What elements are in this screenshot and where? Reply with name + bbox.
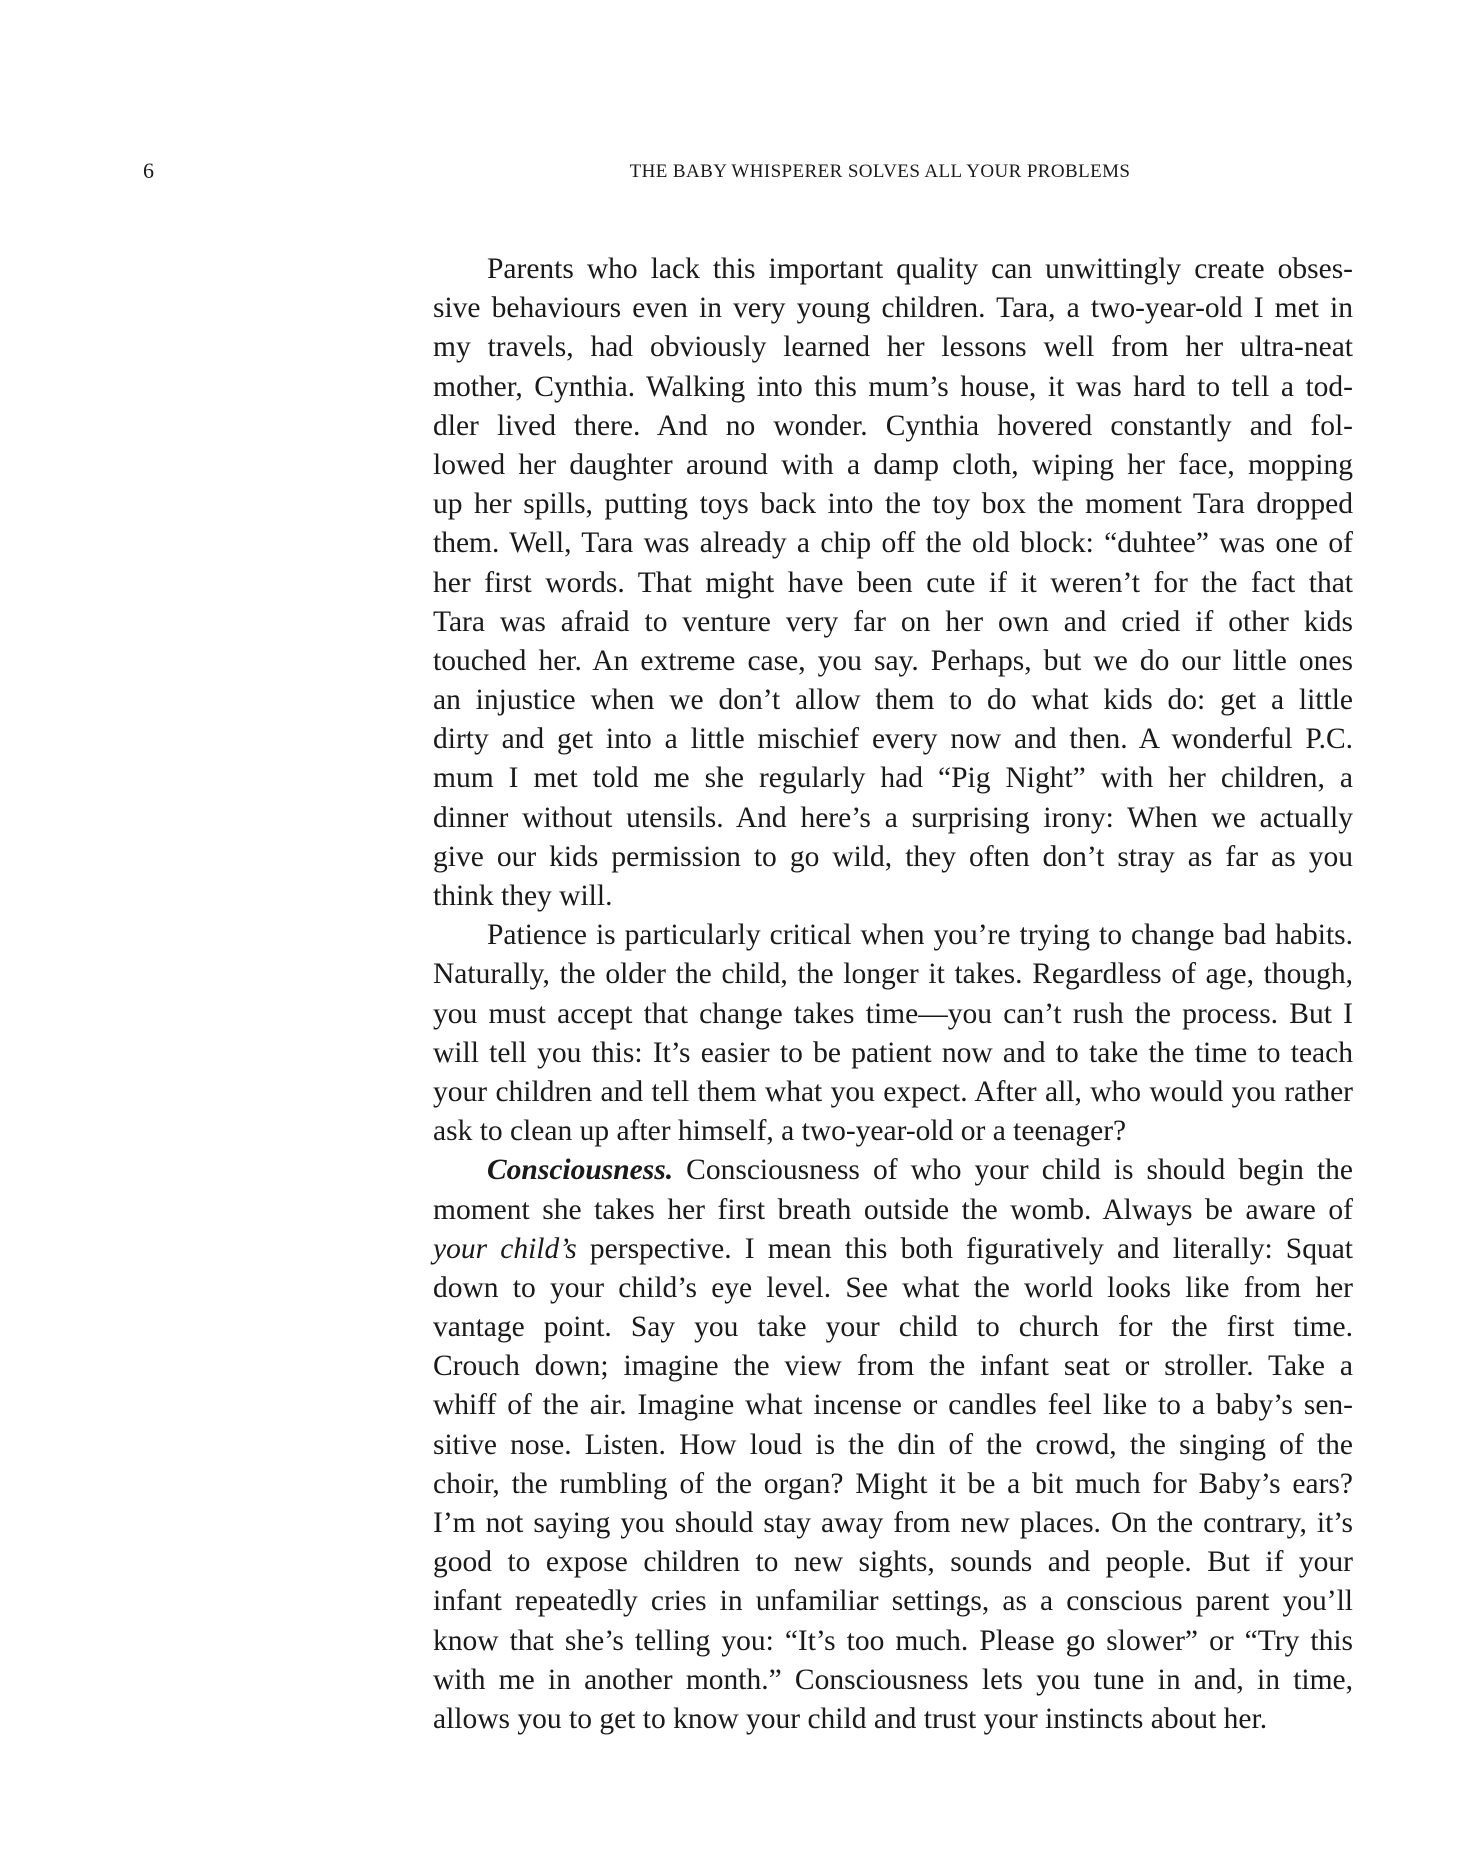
paragraph-line: them. Well, Tara was already a chip off the old block: “duhtee” was one of [433, 527, 1353, 560]
paragraph-line: my travels, had obviously learned her lessons well from her ultra-neat [433, 331, 1353, 364]
paragraph-line: mother, Cynthia. Walking into this mum’s house, it was hard to tell a tod- [433, 370, 1353, 403]
paragraph-line: dinner without utensils. And here’s a surprising irony: When we actually [433, 801, 1353, 834]
paragraph-line: dirty and get into a little mischief every now and then. A wonderful P.C. [433, 723, 1353, 756]
line-text: perspective. I mean this both figuratively and literally: Squat [576, 1232, 1353, 1265]
paragraph-line: down to your child’s eye level. See what the world looks like from her [433, 1271, 1353, 1304]
paragraph-line: ask to clean up after himself, a two-year-old or a teenager? [433, 1115, 1127, 1148]
run-in-heading: Consciousness. [487, 1154, 674, 1187]
paragraph-line: think they will. [433, 880, 613, 912]
running-head: THE BABY WHISPERER SOLVES ALL YOUR PROBLEMS [629, 161, 1131, 182]
paragraph-line: infant repeatedly cries in unfamiliar settings, as a conscious parent you’ll [433, 1585, 1353, 1618]
paragraph-line: sive behaviours even in very young children. Tara, a two-year-old I met in [433, 292, 1353, 325]
paragraph-line: know that she’s telling you: “It’s too much. Please go slower” or “Try this [433, 1624, 1353, 1657]
paragraph-line: give our kids permission to go wild, they often don’t stray as far as you [433, 840, 1353, 873]
paragraph-line: whiff of the air. Imagine what incense or candles feel like to a baby’s sen- [433, 1389, 1353, 1422]
paragraph-line: an injustice when we don’t allow them to do what kids do: get a little [433, 684, 1353, 717]
paragraph-line: Crouch down; imagine the view from the infant seat or stroller. Take a [433, 1350, 1353, 1383]
paragraph-line: her first words. That might have been cute if it weren’t for the fact that [433, 566, 1353, 599]
paragraph-line: I’m not saying you should stay away from new places. On the contrary, it’s [433, 1507, 1353, 1539]
paragraph-line: mum I met told me she regularly had “Pig Night” with her children, a [433, 762, 1353, 795]
paragraph-line: choir, the rumbling of the organ? Might it be a bit much for Baby’s ears? [433, 1467, 1353, 1500]
paragraph-line: moment she takes her first breath outside the womb. Always be aware of [433, 1193, 1353, 1226]
paragraph-line: sitive nose. Listen. How loud is the din of the crowd, the singing of the [433, 1428, 1353, 1461]
italic-phrase: your child’s [433, 1232, 577, 1265]
line-text: Consciousness of who your child is should begin the [673, 1154, 1353, 1187]
paragraph-line: you must accept that change takes time—you can’t rush the process. But I [433, 997, 1353, 1030]
paragraph-line: up her spills, putting toys back into the toy box the moment Tara dropped [433, 488, 1353, 521]
body-text [433, 250, 1353, 1739]
paragraph-line: touched her. An extreme case, you say. Perhaps, but we do our little ones [433, 644, 1353, 677]
paragraph-line [433, 1230, 1353, 1269]
paragraph-line: Naturally, the older the child, the longer it takes. Regardless of age, though, [433, 958, 1353, 991]
page-number: 6 [143, 158, 154, 183]
paragraph-line: lowed her daughter around with a damp cloth, wiping her face, mopping [433, 448, 1353, 481]
paragraph-line: allows you to get to know your child and trust your instincts about her. [433, 1702, 1268, 1735]
paragraph-line: your children and tell them what you expect. After all, who would you rather [433, 1075, 1353, 1108]
paragraph-line: dler lived there. And no wonder. Cynthia hovered constantly and fol- [433, 409, 1353, 442]
paragraph-line: vantage point. Say you take your child to church for the first time. [433, 1311, 1353, 1344]
paragraph-line: Tara was afraid to venture very far on her own and cried if other kids [433, 605, 1353, 638]
paragraph-line: Patience is particularly critical when you’re trying to change bad habits. [487, 919, 1353, 952]
paragraph-line: will tell you this: It’s easier to be patient now and to take the time to teach [433, 1036, 1353, 1069]
paragraph-line: good to expose children to new sights, sounds and people. But if your [433, 1546, 1353, 1579]
paragraph-line [433, 1151, 1353, 1190]
paragraph-line: Parents who lack this important quality can unwittingly create obses- [487, 253, 1353, 285]
paragraph-line: with me in another month.” Consciousness lets you tune in and, in time, [433, 1663, 1353, 1696]
